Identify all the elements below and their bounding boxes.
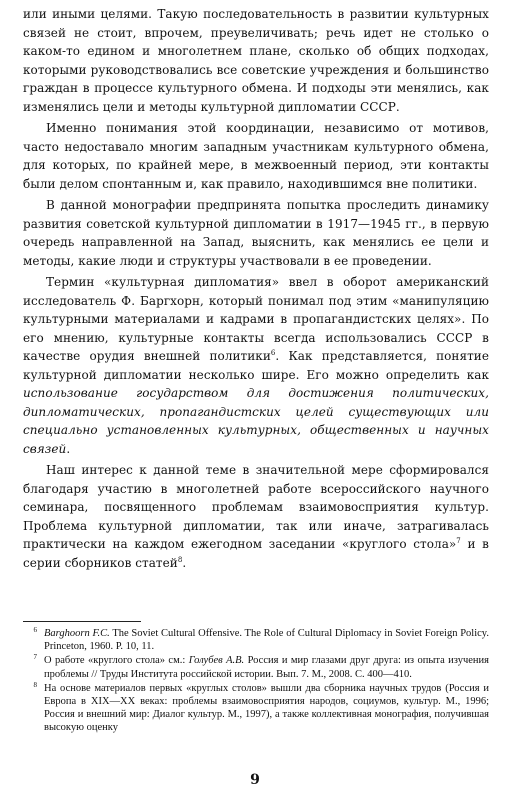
footnote-ref-6[interactable]: 6	[270, 349, 276, 357]
footnote-text: На основе материалов первых «круглых столов» вышли два сборника научных трудов (Россия и Европа в XIX—XX веках: проблемы взаимовосприятия народов, социумов, культур. М., 1996; Россия и внешний мир: Диалог культур. М., 1997), а также коллективная монография, получившая высокую оценку	[44, 682, 489, 734]
paragraph-5-text-a: Наш интерес к данной теме в значительной мере сформировался благодаря участию в многолетней работе всероссийского научного семинара, посвященного проблемам взаимовосприятия культур. Проблема культурной дипломатии, так или иначе, затрагивалась практически на каждом ежегодном заседании «круглого стола»	[23, 463, 489, 551]
footnote-author: Barghoorn F.C.	[44, 628, 110, 639]
definition-italic: использование государством для достижения политических, дипломатических, пропагандистских целей существующих или специально установленных культурных, общественных и научных связей	[23, 386, 489, 456]
footnote-text: Россия и мир глазами друг друга: из опыта изучения проблемы // Труды Института российской истории. Вып. 7. М., 2008. С. 400—410.	[44, 655, 489, 680]
page-number: 9	[250, 772, 260, 788]
paragraph-1-text: или иными целями. Такую последовательность в развитии культурных связей не стоит, впрочем, преувеличивать; речь идет не столько о каком-то едином и многолетнем плане, сколько об общих подходах, которыми руководствовались все советские учреждения и большинство граждан в процессе культурного обмена. И подходы эти менялись, как изменялись цели и методы культурной дипломатии СССР.	[23, 7, 489, 114]
paragraph-4-text-b: . Как представляется, понятие культурной дипломатии несколько шире. Его можно определить как	[23, 349, 489, 382]
footnote-number: 8	[33, 680, 37, 689]
paragraph-4-text-c: .	[66, 441, 71, 456]
footnote-7	[23, 654, 489, 680]
paragraph-4	[23, 273, 489, 458]
paragraph-4-text-a: Термин «культурная дипломатия» ввел в оборот американский исследователь Ф. Баргхорн, который понимал под этим «манипуляцию культурными материалами и кадрами в пропагандистских целях». По его мнению, культурные контакты всегда использовались СССР в качестве орудия внешней политики	[23, 275, 489, 363]
paragraph-2-text: Именно понимания этой координации, независимо от мотивов, часто недоставало многим западным участникам культурного обмена, для которых, по крайней мере, в межвоенный период, эти контакты были делом спонтанным и, как правило, находившимся вне политики.	[23, 121, 489, 191]
paragraph-5	[23, 461, 489, 572]
footnote-text: The Soviet Cultural Offensive. The Role of Cultural Diplomacy in Soviet Foreign Policy. Princeton, 1960. P. 10, 11.	[44, 628, 489, 653]
footnote-prefix: О работе «круглого стола» см.:	[44, 655, 189, 667]
main-text	[23, 5, 489, 572]
paragraph-3-text: В данной монографии предпринята попытка проследить динамику развития советской культурной дипломатии в 1917—1945 гг., в первую очередь направленной на Запад, выяснить, как менялись ее цели и методы, какие люди и структуры участвовали в ее проведении.	[23, 198, 489, 268]
footnote-number: 7	[33, 653, 37, 662]
paragraph-5-text-c: .	[182, 555, 187, 570]
paragraph-1	[23, 5, 489, 116]
paragraph-5-text-b: и в серии сборников статей	[23, 537, 489, 570]
footnote-number: 6	[33, 626, 37, 634]
footnote-6	[23, 627, 489, 653]
footnotes	[23, 627, 489, 736]
paragraph-3	[23, 196, 489, 270]
footnote-divider	[23, 621, 141, 622]
paragraph-2	[23, 119, 489, 193]
footnote-ref-7[interactable]: 7	[456, 537, 461, 545]
footnote-8	[23, 682, 489, 735]
footnote-author: Голубев А.В.	[188, 655, 245, 667]
footnote-ref-8[interactable]: 8	[177, 555, 183, 564]
